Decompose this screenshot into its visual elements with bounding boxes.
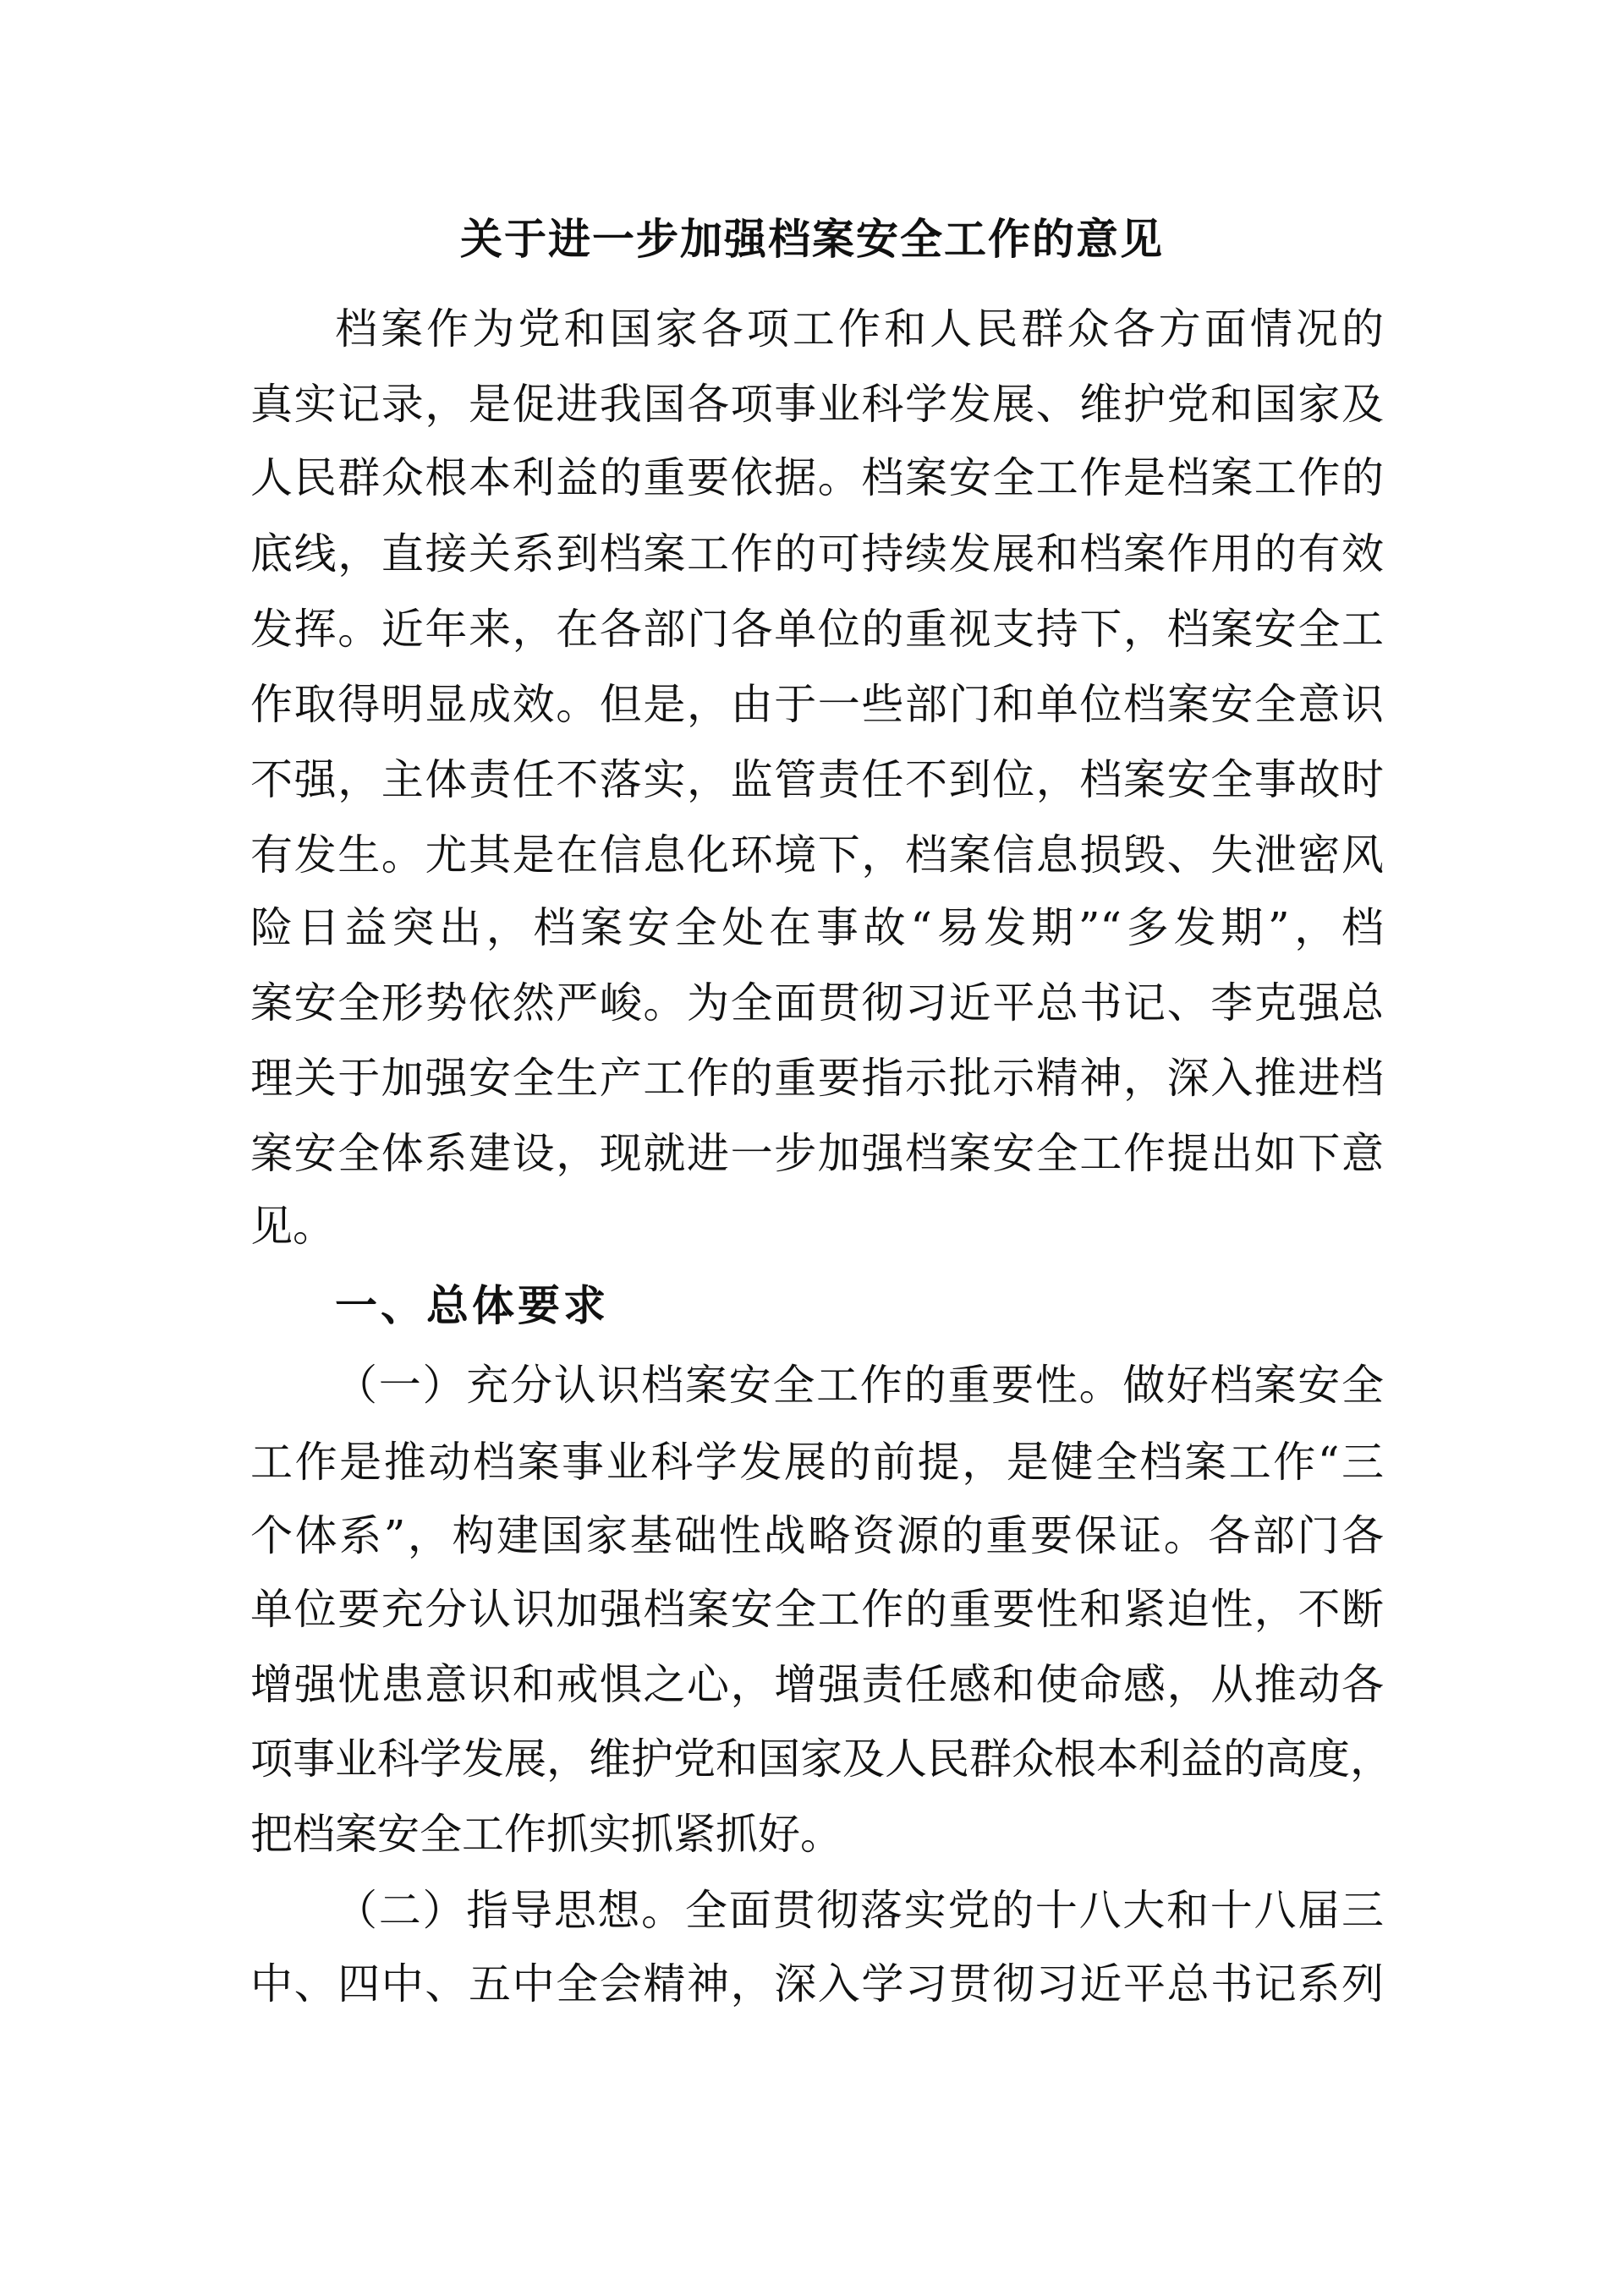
paragraph-line: （二）指导思想。全面贯彻落实党的十八大和十八届三	[335, 1886, 1384, 1935]
paragraph-line: 中、四中、五中全会精神，深入学习贯彻习近平总书记系列	[250, 1959, 1384, 2008]
section-heading: 一、总体要求	[335, 1280, 609, 1330]
paragraph-line: （一）充分认识档案安全工作的重要性。做好档案安全	[335, 1361, 1384, 1410]
paragraph-line: 底线，直接关系到档案工作的可持续发展和档案作用的有效	[250, 529, 1384, 578]
paragraph-line: 案安全体系建设，现就进一步加强档案安全工作提出如下意	[250, 1129, 1384, 1178]
paragraph-line: 发挥。近年来，在各部门各单位的重视支持下，档案安全工	[250, 605, 1384, 654]
paragraph-line: 险日益突出，档案安全处在事故“易发期”“多发期”，档	[250, 903, 1384, 952]
paragraph-line: 理关于加强安全生产工作的重要指示批示精神，深入推进档	[250, 1054, 1384, 1103]
paragraph-line: 见。	[250, 1202, 335, 1251]
paragraph-line: 个体系”，构建国家基础性战略资源的重要保证。各部门各	[250, 1511, 1384, 1560]
paragraph-line: 不强，主体责任不落实，监管责任不到位，档案安全事故时	[250, 755, 1384, 804]
paragraph-line: 作取得明显成效。但是，由于一些部门和单位档案安全意识	[250, 680, 1384, 729]
paragraph-line: 把档案安全工作抓实抓紧抓好。	[250, 1810, 842, 1859]
paragraph-line: 工作是推动档案事业科学发展的前提，是健全档案工作“三	[250, 1438, 1384, 1487]
document-title: 关于进一步加强档案安全工作的意见	[460, 214, 1164, 264]
paragraph-line: 案安全形势依然严峻。为全面贯彻习近平总书记、李克强总	[250, 978, 1384, 1027]
paragraph-line: 人民群众根本利益的重要依据。档案安全工作是档案工作的	[250, 453, 1384, 502]
paragraph-line: 项事业科学发展，维护党和国家及人民群众根本利益的高度，	[250, 1734, 1392, 1784]
paragraph-line: 真实记录，是促进我国各项事业科学发展、维护党和国家及	[250, 380, 1384, 429]
paragraph-line: 单位要充分认识加强档案安全工作的重要性和紧迫性，不断	[250, 1585, 1384, 1634]
paragraph-line: 档案作为党和国家各项工作和人民群众各方面情况的	[335, 304, 1384, 353]
paragraph-line: 增强忧患意识和戒惧之心，增强责任感和使命感，从推动各	[250, 1660, 1384, 1709]
paragraph-line: 有发生。尤其是在信息化环境下，档案信息损毁、失泄密风	[250, 830, 1384, 879]
